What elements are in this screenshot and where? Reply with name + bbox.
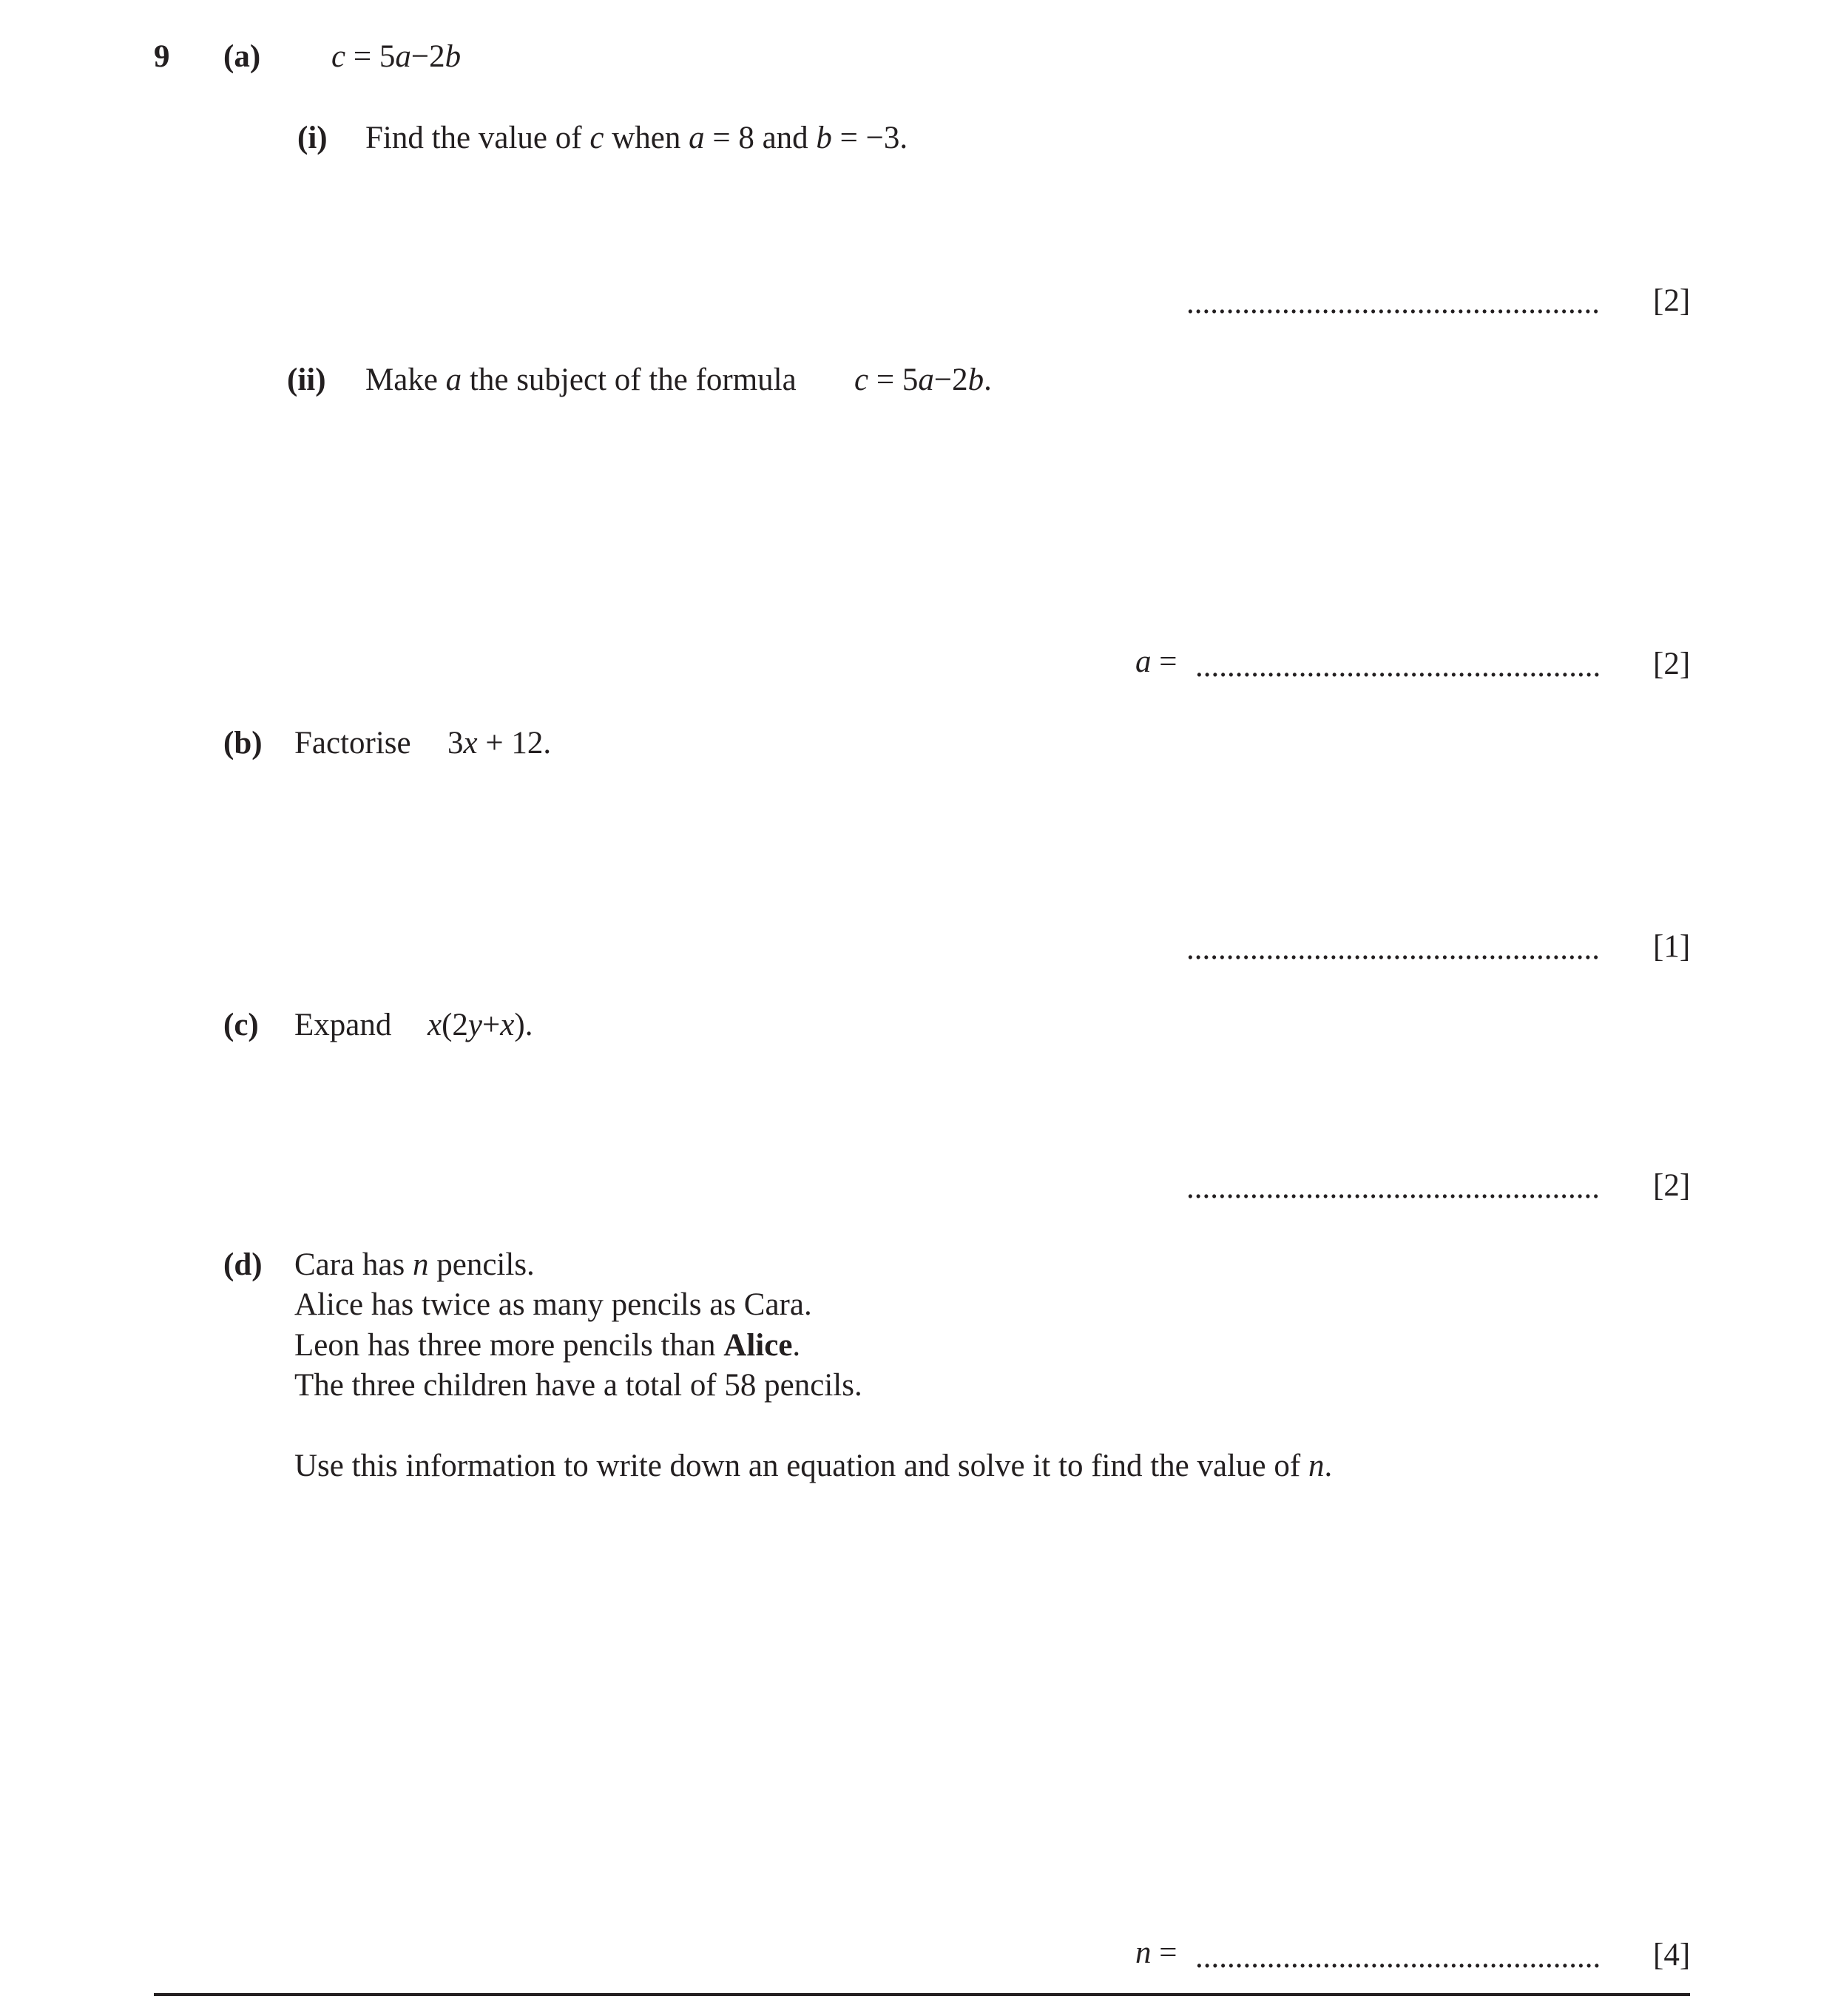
part-b-label: (b): [223, 726, 263, 761]
part-d-marks: [4]: [1653, 1938, 1691, 1972]
part-b-answer-line[interactable]: ....................................................: [1186, 931, 1600, 966]
part-b-question: Factorise: [294, 726, 411, 761]
part-a-ii-question: Make a the subject of the formula: [365, 363, 797, 397]
part-a-formula: c = 5a−2b: [331, 39, 462, 74]
part-b-marks: [1]: [1653, 929, 1691, 964]
part-a-i-answer-line[interactable]: ....................................................: [1186, 286, 1600, 320]
part-c-expression: x(2y+x).: [428, 1008, 533, 1042]
part-d-line-4: The three children have a total of 58 pencils.: [294, 1368, 862, 1403]
part-a-ii-answer-prefix: a =: [1135, 644, 1177, 679]
part-a-i-marks: [2]: [1653, 283, 1691, 318]
part-d-line-3: Leon has three more pencils than Alice.: [294, 1328, 801, 1363]
part-a-i-question: Find the value of c when a = 8 and b = −3.: [365, 121, 908, 155]
part-d-line-1: Cara has n pencils.: [294, 1247, 535, 1282]
question-number: 9: [154, 39, 170, 74]
part-d-answer-prefix: n =: [1135, 1935, 1177, 1970]
part-a-ii-label: (ii): [287, 363, 326, 397]
part-d-instruction: Use this information to write down an equation and solve it to find the value of n.: [294, 1449, 1333, 1483]
part-a-ii-formula: c = 5a−2b.: [854, 363, 992, 397]
part-a-ii-answer-line[interactable]: ...................................................: [1195, 649, 1601, 684]
part-d-line-2: Alice has twice as many pencils as Cara.: [294, 1287, 812, 1322]
part-a-i-label: (i): [297, 121, 328, 155]
part-c-marks: [2]: [1653, 1168, 1691, 1203]
part-d-label: (d): [223, 1247, 263, 1282]
part-d-answer-line[interactable]: ...................................................: [1195, 1940, 1601, 1975]
part-c-label: (c): [223, 1008, 259, 1042]
part-a-ii-marks: [2]: [1653, 647, 1691, 681]
part-b-expression: 3x + 12.: [447, 726, 552, 761]
part-c-answer-line[interactable]: ....................................................: [1186, 1170, 1600, 1205]
part-a-label: (a): [223, 39, 261, 74]
part-c-question: Expand: [294, 1008, 392, 1042]
bottom-rule: [154, 1993, 1690, 1996]
